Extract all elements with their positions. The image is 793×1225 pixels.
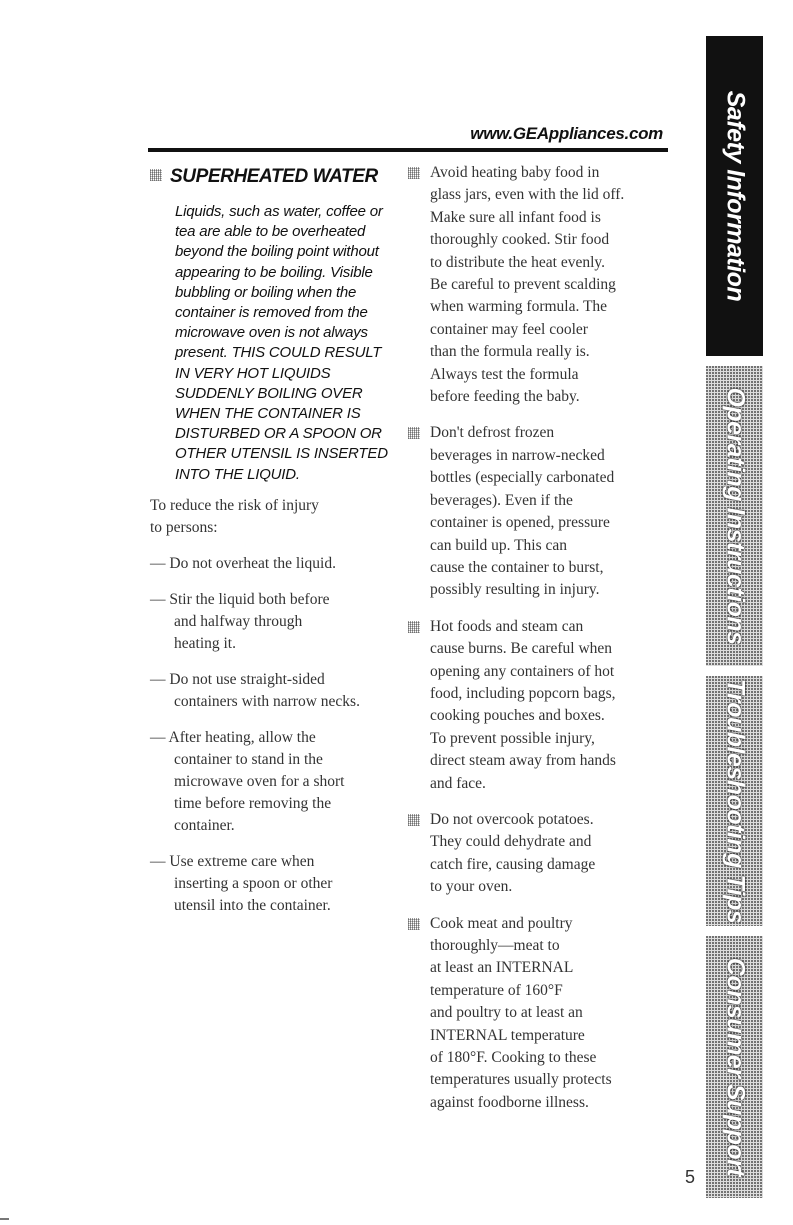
paragraph-line: can build up. This can (430, 536, 568, 554)
paragraph-line: opening any containers of hot (430, 662, 615, 680)
paragraph-line: against foodborne illness. (430, 1093, 589, 1111)
tab-troubleshooting-tips[interactable] (706, 676, 763, 926)
paragraph-line: at least an INTERNAL (430, 959, 574, 977)
item-line: inserting a spoon or other (174, 874, 333, 892)
paragraph-line: catch fire, causing damage (430, 855, 596, 873)
warning-line: present. THIS COULD RESULT (175, 344, 382, 362)
item-line: — Stir the liquid both before (150, 590, 330, 608)
corner-mark (0, 1218, 9, 1220)
warning-line: WHEN THE CONTAINER IS (175, 405, 361, 423)
tab-operating-instructions[interactable] (706, 366, 763, 666)
paragraph-line: and face. (430, 774, 486, 792)
paragraph-line: Hot foods and steam can (430, 617, 584, 635)
tab-label: Operating Instructions (721, 387, 749, 645)
item-line: utensil into the container. (174, 896, 331, 914)
paragraph-line: possibly resulting in injury. (430, 581, 600, 599)
list-item (150, 727, 395, 837)
safety-paragraph (408, 809, 670, 899)
warning-line: container is removed from the (175, 304, 368, 322)
item-line: — After heating, allow the (150, 728, 316, 746)
list-item (150, 669, 395, 713)
paragraph-line: cooking pouches and boxes. (430, 707, 605, 725)
paragraph-line: temperatures usually protects (430, 1071, 612, 1089)
paragraph-line: temperature of 160°F (430, 981, 563, 999)
item-line: — Do not use straight-sided (150, 670, 325, 688)
heading-text: SUPERHEATED WATER (170, 166, 378, 187)
paragraph-line: food, including popcorn bags, (430, 684, 616, 702)
tab-label: Troubleshooting Tips (721, 678, 749, 924)
list-item (150, 851, 395, 917)
paragraph-line: To prevent possible injury, (430, 729, 595, 747)
item-line: — Do not overheat the liquid. (150, 554, 336, 572)
paragraph-line: than the formula really is. (430, 343, 590, 361)
bullet-icon (408, 918, 420, 930)
paragraph-line: They could dehydrate and (430, 833, 592, 851)
paragraph-line: beverages in narrow-necked (430, 446, 605, 464)
warning-line: bubbling or boiling when the (175, 283, 357, 301)
safety-paragraph (408, 162, 670, 408)
paragraph-line: bottles (especially carbonated (430, 469, 615, 487)
item-line: containers with narrow necks. (174, 692, 360, 710)
warning-line: OTHER UTENSIL IS INSERTED (175, 445, 388, 463)
paragraph-line: Make sure all infant food is (430, 208, 601, 226)
paragraph-line: direct steam away from hands (430, 752, 616, 770)
bullet-icon (408, 427, 420, 439)
paragraph-line: Always test the formula (430, 365, 579, 383)
bullet-icon (408, 814, 420, 826)
paragraph-line: cause burns. Be careful when (430, 640, 613, 658)
paragraph-line: thoroughly cooked. Stir food (430, 231, 610, 249)
warning-line: DISTURBED OR A SPOON OR (175, 425, 382, 443)
paragraph-line: before feeding the baby. (430, 388, 580, 406)
warning-line: microwave oven is not always (175, 324, 368, 342)
paragraph-line: Don't defrost frozen (430, 424, 555, 442)
item-line: time before removing the (174, 794, 332, 812)
paragraph-line: glass jars, even with the lid off. (430, 186, 625, 204)
intro-line: to persons: (150, 518, 218, 536)
list-item (150, 589, 395, 655)
list-item (150, 553, 395, 575)
item-line: and halfway through (174, 612, 303, 630)
paragraph-line: thoroughly—meat to (430, 937, 560, 954)
item-line: heating it. (174, 634, 236, 652)
header-rule (148, 148, 668, 152)
paragraph-line: INTERNAL temperature (430, 1026, 585, 1044)
right-column (408, 162, 670, 1128)
tab-label: Consumer Support (721, 957, 749, 1177)
tab-label: Safety Information (721, 90, 749, 302)
item-line: microwave oven for a short (174, 772, 345, 790)
warning-line: Liquids, such as water, coffee or (175, 203, 383, 220)
warning-line: INTO THE LIQUID. (175, 465, 300, 483)
item-line: container to stand in the (174, 750, 323, 768)
paragraph-line: Cook meat and poultry (430, 914, 573, 932)
warning-line: IN VERY HOT LIQUIDS (175, 364, 331, 382)
paragraph-line: container may feel cooler (430, 320, 588, 338)
section-heading (150, 166, 395, 188)
website-url: www.GEAppliances.com (470, 124, 663, 143)
paragraph-line: to your oven. (430, 878, 513, 896)
section-tab-strip (706, 36, 763, 1198)
paragraph-line: container is opened, pressure (430, 514, 610, 532)
safety-paragraph (408, 616, 670, 795)
left-column (150, 162, 395, 917)
warning-text (175, 202, 395, 485)
warning-line: SUDDENLY BOILING OVER (175, 384, 363, 402)
safety-paragraph (408, 422, 670, 601)
safety-paragraph (408, 913, 670, 1115)
paragraph-line: Be careful to prevent scalding (430, 276, 616, 294)
paragraph-line: cause the container to burst, (430, 558, 604, 576)
tab-safety-information[interactable] (706, 36, 763, 356)
warning-line: tea are able to be overheated (175, 223, 366, 241)
paragraph-line: to distribute the heat evenly. (430, 253, 606, 271)
warning-line: beyond the boiling point without (175, 243, 379, 261)
paragraph-line: Do not overcook potatoes. (430, 810, 594, 828)
item-line: container. (174, 816, 235, 834)
page-number: 5 (685, 1167, 696, 1187)
paragraph-line: Avoid heating baby food in (430, 164, 600, 181)
bullet-icon (408, 167, 420, 179)
paragraph-line: beverages). Even if the (430, 491, 573, 509)
intro-line: To reduce the risk of injury (150, 496, 319, 514)
tab-consumer-support[interactable] (706, 936, 763, 1198)
item-line: — Use extreme care when (150, 852, 315, 870)
paragraph-line: when warming formula. The (430, 298, 608, 316)
bullet-icon (408, 621, 420, 633)
warning-line: appearing to be boiling. Visible (175, 263, 373, 281)
paragraph-line: and poultry to at least an (430, 1004, 583, 1022)
bullet-icon (150, 169, 162, 181)
paragraph-line: of 180°F. Cooking to these (430, 1049, 597, 1067)
intro-text (150, 495, 395, 539)
